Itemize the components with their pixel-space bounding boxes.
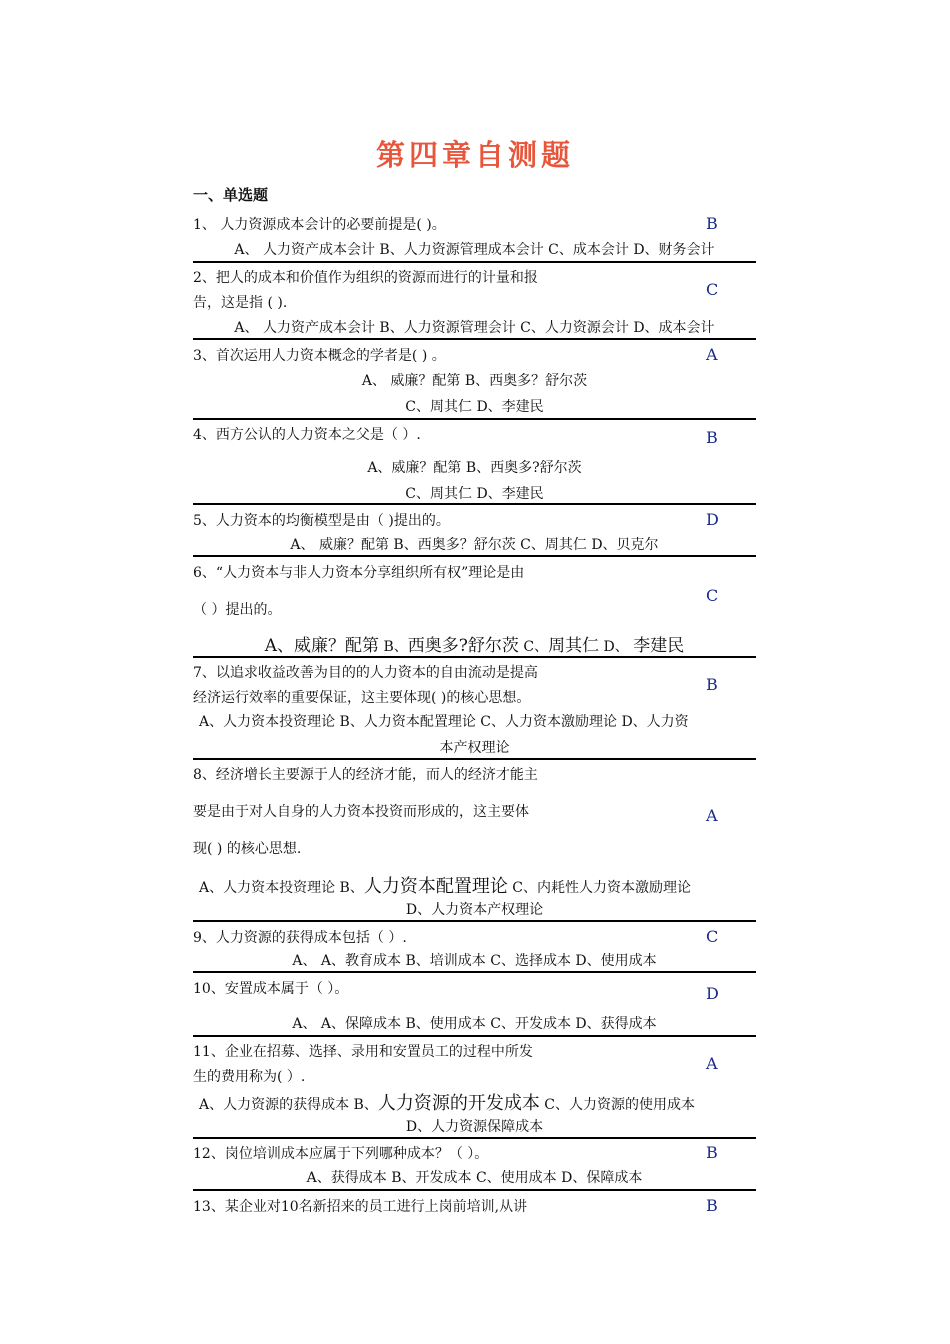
answer: B xyxy=(706,1196,718,1215)
section-heading: 一、单选题 xyxy=(193,186,269,204)
divider xyxy=(193,971,756,973)
divider xyxy=(193,656,756,658)
answer: B xyxy=(706,675,718,694)
option-a: A、人力资源的获得成本 B、 xyxy=(199,1097,378,1113)
options: A、威廉？配第 B、西奥多?舒尔茨 xyxy=(367,460,582,476)
option-c: C、人力资源的使用成本 xyxy=(539,1097,696,1113)
divider xyxy=(193,503,756,505)
options: C、周其仁 D、李建民 xyxy=(405,399,544,415)
question-text: 7、以追求收益改善为目的的人力资本的自由流动是提高 xyxy=(193,665,538,681)
options: C、周其仁 D、李建民 xyxy=(405,486,544,502)
option-c: 周其仁 xyxy=(548,636,600,656)
options: A、 威廉？配第 B、西奥多？舒尔茨 C、周其仁 D、贝克尔 xyxy=(290,537,659,553)
page-title: 第四章自测题 xyxy=(375,138,574,172)
divider xyxy=(193,261,756,263)
question-text: 4、西方公认的人力资本之父是（ ）. xyxy=(193,427,421,443)
question-text: 5、人力资本的均衡模型是由（ )提出的。 xyxy=(193,513,450,529)
answer: A xyxy=(706,806,718,825)
answer: C xyxy=(706,280,719,299)
divider xyxy=(193,1189,756,1191)
question-text: 2、把人的成本和价值作为组织的资源而进行的计量和报 xyxy=(193,270,538,286)
answer: D xyxy=(706,510,719,529)
question-text: 13、某企业对10名新招来的员工进行上岗前培训,从讲 xyxy=(193,1199,528,1215)
answer: B xyxy=(706,214,718,233)
question-text: 6、“人力资本与非人力资本分享组织所有权”理论是由 xyxy=(193,565,525,581)
divider xyxy=(193,758,756,760)
answer: C xyxy=(706,927,719,946)
divider xyxy=(193,1035,756,1037)
options: D、人力资本产权理论 xyxy=(405,902,544,918)
answer: C xyxy=(706,586,719,605)
answer: D xyxy=(706,984,719,1003)
options xyxy=(199,1089,695,1115)
option-c: C、内耗性人力资本激励理论 xyxy=(507,880,692,896)
option-d-label: D、 xyxy=(599,639,634,655)
question-text: 3、首次运用人力资本概念的学者是( ) 。 xyxy=(193,348,446,364)
question-text: 生的费用称为( ）. xyxy=(193,1069,306,1085)
option-d: 李建民 xyxy=(633,636,685,656)
answer: A xyxy=(706,345,718,364)
divider xyxy=(193,920,756,922)
options: A、 威廉？配第 B、西奥多？舒尔茨 xyxy=(361,373,588,389)
option-a: A、威廉？配第 xyxy=(264,636,380,656)
option-c-label: C、 xyxy=(518,639,549,655)
options: A、人力资本投资理论 B、人力资本配置理论 C、人力资本激励理论 D、人力资 xyxy=(199,714,689,730)
question-text: （ ）提出的。 xyxy=(193,602,282,618)
question-text: 要是由于对人自身的人力资本投资而形成的，这主要体 xyxy=(193,804,529,820)
question-text: 10、安置成本属于（ ）。 xyxy=(193,981,349,997)
options: A、 A、保障成本 B、使用成本 C、开发成本 D、获得成本 xyxy=(292,1016,657,1032)
options: A、 人力资产成本会计 B、人力资源管理会计 C、人力资源会计 D、成本会计 xyxy=(234,320,715,336)
question-text: 1、 人力资源成本会计的必要前提是( )。 xyxy=(193,217,446,233)
options: A、 A、教育成本 B、培训成本 C、选择成本 D、使用成本 xyxy=(292,953,657,969)
question-text: 11、企业在招募、选择、录用和安置员工的过程中所发 xyxy=(193,1044,533,1060)
answer: B xyxy=(706,428,718,447)
divider xyxy=(193,418,756,420)
question-text: 现( ) 的核心思想. xyxy=(193,841,302,857)
question-text: 12、岗位培训成本应属于下列哪种成本？（ ）。 xyxy=(193,1146,489,1162)
option-b-label: B、 xyxy=(379,639,408,655)
answer: A xyxy=(706,1054,718,1073)
question-text: 9、人力资源的获得成本包括（ ）. xyxy=(193,930,407,946)
question-text: 告，这是指 ( ). xyxy=(193,295,288,311)
question-text: 8、经济增长主要源于人的经济才能，而人的经济才能主 xyxy=(193,767,538,783)
option-b: 西奥多?舒尔茨 xyxy=(407,636,519,656)
options: D、人力资源保障成本 xyxy=(405,1119,544,1135)
options xyxy=(199,872,691,898)
question-text: 经济运行效率的重要保证，这主要体现( )的核心思想。 xyxy=(193,690,531,706)
options: 本产权理论 xyxy=(439,740,510,756)
option-b: 人力资本配置理论 xyxy=(363,876,508,897)
options: A、 人力资产成本会计 B、人力资源管理成本会计 C、成本会计 D、财务会计 xyxy=(234,242,715,258)
options: A、获得成本 B、开发成本 C、使用成本 D、保障成本 xyxy=(306,1170,643,1186)
options xyxy=(193,631,756,656)
divider xyxy=(193,338,756,340)
option-b: 人力资源的开发成本 xyxy=(377,1093,540,1114)
divider xyxy=(193,555,756,557)
answer: B xyxy=(706,1143,718,1162)
option-a: A、人力资本投资理论 B、 xyxy=(199,880,364,896)
divider xyxy=(193,1137,756,1139)
